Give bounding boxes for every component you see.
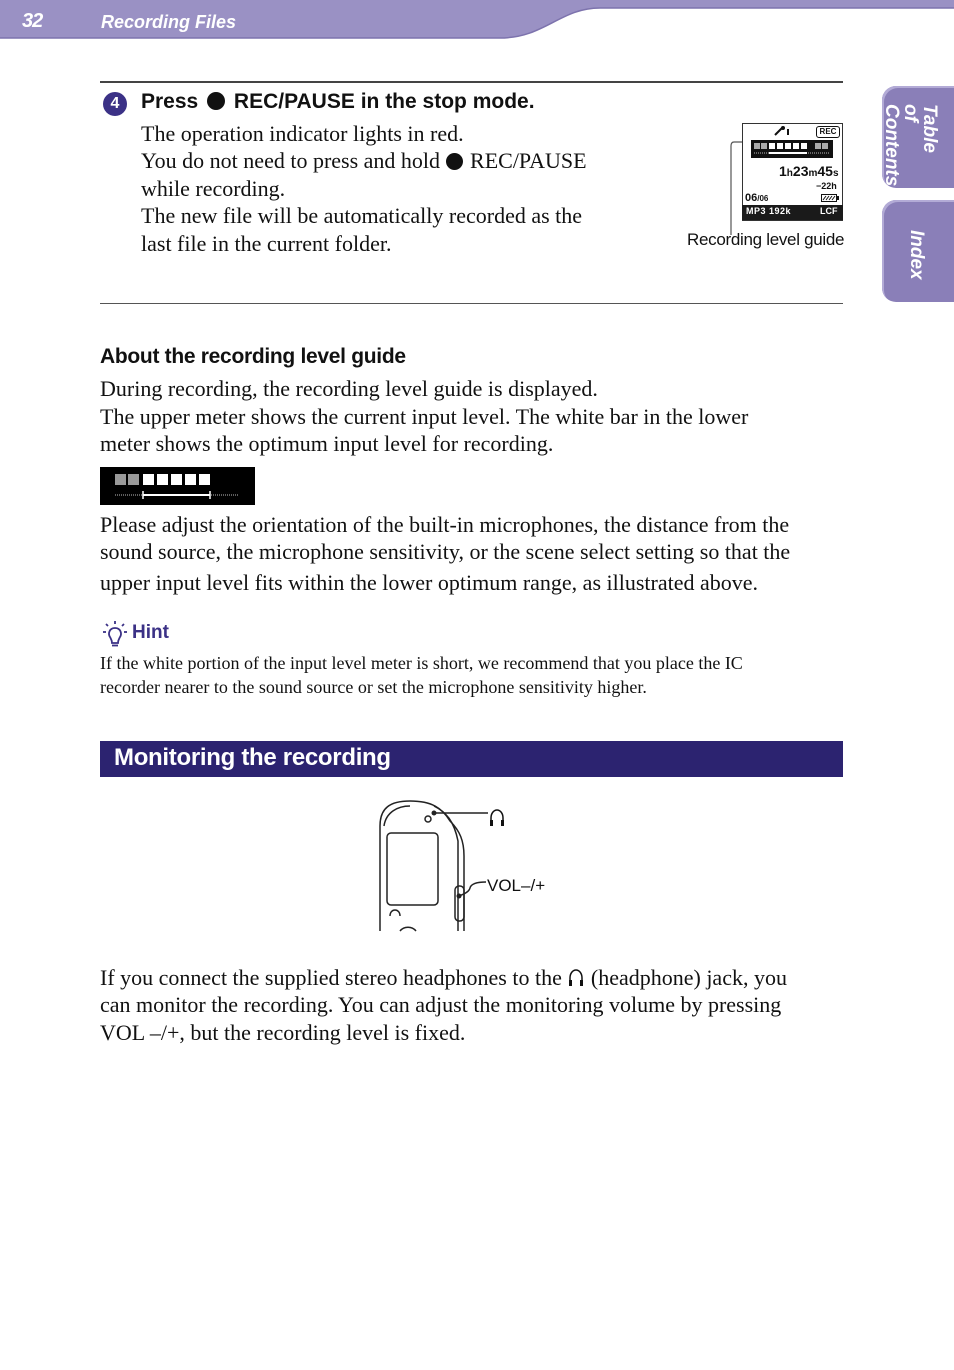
about-paragraph-4: Please adjust the orientation of the built-in microphones, the distance from the — [100, 512, 790, 537]
lcd-format: MP3 192k — [746, 206, 792, 216]
record-dot-icon — [207, 92, 225, 110]
lcd-level-meter — [751, 140, 833, 158]
lcd-lcf: LCF — [820, 206, 838, 216]
hint-line-2: recorder nearer to the sound source or set the microphone sensitivity higher. — [100, 677, 647, 697]
step-line-4: The new file will be automatically recorded as the — [141, 203, 583, 228]
step-number-badge: 4 — [103, 92, 127, 116]
about-paragraph-2: The upper meter shows the current input level. The white bar in the lower — [100, 404, 749, 429]
index-tab-label: Index — [906, 230, 927, 280]
table-of-contents-tab[interactable] — [882, 86, 954, 188]
step-line-5: last file in the current folder. — [141, 231, 392, 256]
about-paragraph-3: meter shows the optimum input level for recording. — [100, 431, 554, 456]
lcd-remaining-time: −22h — [816, 181, 837, 191]
headphone-icon — [567, 968, 585, 988]
level-meter-graphic — [100, 467, 255, 505]
step-line-2: You do not need to press and hold REC/PAUSE — [141, 148, 587, 173]
vol-pointer — [459, 882, 486, 896]
level-meter-illustration — [100, 467, 255, 505]
toc-tab-label: Table of Contents — [881, 104, 940, 187]
section-title: Recording Files — [101, 12, 237, 32]
battery-icon — [821, 194, 839, 202]
about-paragraph-5: sound source, the microphone sensitivity, or the scene select setting so that the — [100, 539, 791, 564]
lcd-status-bar — [742, 205, 843, 220]
monitoring-paragraph-2: can monitor the recording. You can adjust the monitoring volume by pressing — [100, 992, 782, 1017]
lightbulb-icon — [100, 619, 130, 649]
mic-sensitivity-icon — [773, 126, 791, 136]
vol-label: VOL–/+ — [487, 876, 546, 895]
monitoring-paragraph-1: If you connect the supplied stereo headphones to the (headphone) jack, you — [100, 965, 787, 990]
record-dot-icon — [446, 153, 463, 170]
step-line-3: while recording. — [141, 176, 286, 201]
section-rule-top — [100, 81, 843, 83]
rec-badge: REC — [816, 126, 840, 138]
about-paragraph-1: During recording, the recording level guide is displayed. — [100, 376, 598, 401]
monitoring-paragraph-3: VOL –/+, but the recording level is fixed. — [100, 1020, 466, 1045]
headphone-icon — [488, 808, 506, 828]
about-heading: About the recording level guide — [100, 345, 406, 368]
step-title: Press REC/PAUSE in the stop mode. — [141, 90, 535, 113]
level-meter-graphic — [751, 140, 833, 158]
hint-line-1: If the white portion of the input level meter is short, we recommend that you place the IC — [100, 653, 743, 673]
callout-leader-line — [728, 138, 748, 236]
step-line-1: The operation indicator lights in red. — [141, 121, 464, 146]
hint-label: Hint — [132, 622, 169, 643]
lcd-file-number: 06/06 — [745, 192, 769, 204]
monitoring-heading: Monitoring the recording — [114, 744, 391, 771]
section-rule-bottom — [100, 303, 843, 304]
recording-level-guide-caption: Recording level guide — [687, 230, 845, 249]
page-number: 32 — [22, 10, 43, 32]
index-tab[interactable] — [882, 200, 954, 302]
lcd-elapsed-time: 1h23m45s — [779, 163, 839, 179]
about-paragraph-6: upper input level fits within the lower optimum range, as illustrated above. — [100, 570, 759, 595]
